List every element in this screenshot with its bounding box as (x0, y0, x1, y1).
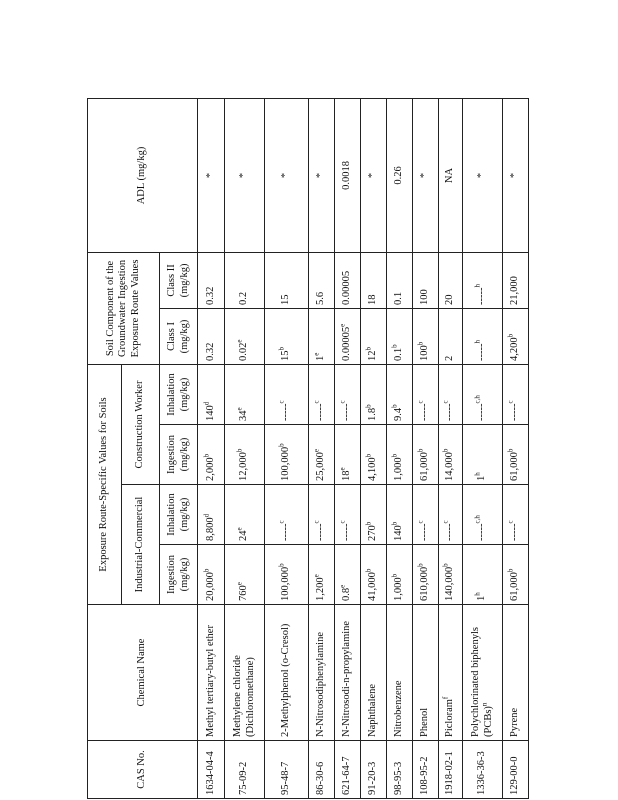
adl-value: * (280, 172, 292, 179)
header-chemical-name: Chemical Name (88, 605, 198, 741)
class1-value: 1 (315, 355, 327, 361)
chemical-name-cell (361, 605, 387, 741)
inhalation-cw-value: ----- (315, 403, 327, 421)
ingestion-ic-value: 610,000 (419, 566, 431, 601)
cas-value: 1336-36-3 (476, 751, 488, 795)
cas-cell (265, 741, 309, 799)
table-row (439, 98, 463, 798)
inhalation-cw-value: ----- (444, 403, 456, 421)
chemical-name-value: Methylene chloride (Dichloromethane) (232, 655, 256, 737)
adl-cell (439, 98, 463, 252)
footnote-marker: h (473, 472, 482, 476)
adl-value: * (419, 172, 431, 179)
chemical-name-cell (309, 605, 335, 741)
ingestion-ic-cell (387, 545, 413, 605)
chemical-name-value: Pyrene (509, 707, 521, 737)
inhalation-cw-cell (361, 364, 387, 424)
table-row (198, 98, 225, 798)
footnote-marker: c (506, 520, 515, 524)
class2-value: 20 (444, 294, 456, 305)
ingestion-ic-value: 1,200 (315, 577, 327, 601)
table-row (503, 98, 529, 798)
inhalation-cw-cell (335, 364, 361, 424)
cas-value: 75-09-2 (238, 761, 250, 795)
ingestion-cw-value: 1 (476, 475, 488, 481)
footnote-marker: b (441, 448, 450, 453)
footnote-marker: e (338, 467, 347, 471)
footnote-marker: e (235, 339, 244, 343)
footnote-marker: c,h (473, 395, 482, 404)
class1-cell (387, 308, 413, 364)
class2-value: 100 (419, 289, 431, 305)
chemical-name-cell (335, 605, 361, 741)
ingestion-cw-cell (387, 425, 413, 485)
footnote-marker: c,h (473, 515, 482, 524)
ingestion-ic-cell (335, 545, 361, 605)
table-row (387, 98, 413, 798)
chemical-name-value: Naphthalene (367, 683, 379, 737)
footnote-marker: b (390, 573, 399, 578)
ingestion-cw-cell (225, 425, 265, 485)
inhalation-ic-value: ----- (315, 523, 327, 541)
class2-cell (361, 252, 387, 308)
inhalation-cw-cell (439, 364, 463, 424)
ingestion-ic-value: 100,000 (280, 566, 292, 601)
footnote-marker: e (312, 352, 321, 356)
rotated-table-page (87, 99, 521, 799)
cas-value: 1634-04-4 (204, 751, 216, 795)
inhalation-ic-cell (335, 485, 361, 545)
header-ingestion-ic: Ingestion (mg/kg) (160, 545, 198, 605)
class1-cell (361, 308, 387, 364)
inhalation-cw-cell (265, 364, 309, 424)
ingestion-ic-cell (361, 545, 387, 605)
ingestion-ic-cell (413, 545, 439, 605)
class2-value: 21,000 (509, 276, 521, 305)
adl-cell (361, 98, 387, 252)
adl-value: * (509, 172, 521, 179)
footnote-marker: b (277, 443, 286, 447)
class1-cell (309, 308, 335, 364)
table-row (309, 98, 335, 798)
class1-cell (335, 308, 361, 364)
inhalation-ic-cell (463, 485, 503, 545)
table-body (198, 98, 529, 798)
inhalation-ic-value: 24 (238, 530, 250, 541)
ingestion-ic-value: 140,000 (444, 566, 456, 601)
class1-cell (225, 308, 265, 364)
footnote-marker: f (441, 696, 450, 700)
inhalation-cw-value: 140 (204, 405, 216, 421)
header-cas: CAS No. (88, 741, 198, 799)
footnote-marker: b (441, 563, 450, 567)
footnote-marker: c (277, 400, 286, 404)
ingestion-ic-value: 1 (476, 595, 488, 601)
class1-value: 0.00005 (341, 326, 353, 361)
footnote-marker: b (390, 404, 399, 408)
class2-value: 0.2 (238, 291, 250, 305)
footnote-marker: h (473, 284, 482, 288)
ingestion-ic-cell (503, 545, 529, 605)
inhalation-ic-value: 8,800 (204, 517, 216, 541)
table-row (361, 98, 387, 798)
footnote-marker: b (364, 568, 373, 573)
header-ingestion-cw: Ingestion (mg/kg) (160, 425, 198, 485)
adl-value: 0.0018 (341, 161, 353, 190)
header-soil-component: Soil Component of the Groundwater Ingestion Exposure Route Values (88, 252, 160, 364)
cas-cell (335, 741, 361, 799)
cas-value: 98-95-3 (393, 761, 405, 795)
table-row (463, 98, 503, 798)
inhalation-ic-cell (265, 485, 309, 545)
footnote-marker: d (202, 401, 211, 406)
adl-value: * (204, 172, 216, 179)
class1-value: 0.1 (393, 347, 405, 361)
inhalation-ic-value: ----- (280, 523, 292, 541)
inhalation-ic-value: 140 (393, 525, 405, 541)
footnote-marker: b (416, 563, 425, 567)
footnote-marker: c (506, 400, 515, 404)
footnote-marker: c (416, 400, 425, 404)
class1-cell (265, 308, 309, 364)
ingestion-ic-value: 61,000 (509, 572, 521, 601)
adl-cell (225, 98, 265, 252)
chemical-name-cell (463, 605, 503, 741)
cas-value: 91-20-3 (367, 761, 379, 795)
adl-cell (413, 98, 439, 252)
inhalation-cw-value: ----- (341, 403, 353, 421)
class2-cell (503, 252, 529, 308)
header-class1: Class I (mg/kg) (160, 308, 198, 364)
ingestion-cw-value: 18 (341, 470, 353, 481)
chemical-name-cell (225, 605, 265, 741)
class2-value: 5.6 (315, 291, 327, 305)
footnote-marker: b (416, 448, 425, 453)
class1-value: 100 (419, 345, 431, 361)
ingestion-ic-cell (225, 545, 265, 605)
footnote-marker: d (202, 513, 211, 518)
cas-value: 108-95-2 (419, 756, 431, 795)
class2-cell (335, 252, 361, 308)
footnote-marker: e (312, 574, 321, 578)
footnote-marker: e (338, 584, 347, 588)
ingestion-cw-cell (198, 425, 225, 485)
ingestion-ic-cell (198, 545, 225, 605)
adl-cell (309, 98, 335, 252)
class1-value: 2 (444, 355, 456, 361)
cas-cell (387, 741, 413, 799)
chemical-name-cell (387, 605, 413, 741)
chemical-name-cell (413, 605, 439, 741)
header-construction-worker: Construction Worker (122, 364, 160, 484)
header-adl: ADL (mg/kg) (88, 98, 198, 252)
cas-cell (439, 741, 463, 799)
class1-value: 4,200 (509, 337, 521, 361)
footnote-marker: b (364, 404, 373, 408)
footnote-marker: b (202, 453, 211, 458)
class2-cell (413, 252, 439, 308)
header-class2: Class II (mg/kg) (160, 252, 198, 308)
inhalation-cw-value: 1.8 (367, 407, 379, 421)
footnote-marker: e (312, 449, 321, 453)
chemical-name-cell (198, 605, 225, 741)
inhalation-ic-value: ----- (341, 523, 353, 541)
table-row (413, 98, 439, 798)
footnote-marker: c (441, 520, 450, 524)
class2-cell (309, 252, 335, 308)
footnote-marker: b (506, 333, 515, 338)
class1-cell (503, 308, 529, 364)
ingestion-cw-value: 61,000 (509, 452, 521, 481)
inhalation-cw-value: 9.4 (393, 407, 405, 421)
ingestion-ic-value: 760 (238, 585, 250, 601)
chemical-name-value: Picloram (444, 699, 456, 737)
table-row (335, 98, 361, 798)
footnote-marker: b (390, 344, 399, 348)
chemical-name-value: Polychlorinated biphenyls (PCBs) (470, 627, 494, 737)
footnote-marker: c (441, 400, 450, 404)
inhalation-ic-cell (225, 485, 265, 545)
footnote-marker: c (312, 520, 321, 524)
ingestion-cw-value: 2,000 (204, 457, 216, 481)
footnote-marker: b (506, 568, 515, 573)
header-inhalation-ic: Inhalation (mg/kg) (160, 485, 198, 545)
inhalation-ic-value: ----- (419, 523, 431, 541)
class2-value: 0.00005 (341, 270, 353, 305)
footnote-marker: c (338, 400, 347, 404)
header-exposure-route: Exposure Route-Specific Values for Soils (88, 364, 122, 604)
footnote-marker: e (338, 323, 347, 327)
adl-cell (265, 98, 309, 252)
class2-cell (265, 252, 309, 308)
adl-cell (503, 98, 529, 252)
class2-value: 0.32 (204, 286, 216, 305)
class2-cell (463, 252, 503, 308)
inhalation-ic-cell (387, 485, 413, 545)
cas-cell (413, 741, 439, 799)
footnote-marker: b (277, 563, 286, 567)
adl-cell (463, 98, 503, 252)
class2-cell (439, 252, 463, 308)
class1-cell (198, 308, 225, 364)
inhalation-cw-cell (503, 364, 529, 424)
adl-cell (387, 98, 413, 252)
ingestion-cw-value: 25,000 (315, 452, 327, 481)
inhalation-cw-value: ----- (280, 403, 292, 421)
class2-value: ----- (476, 287, 488, 305)
ingestion-cw-cell (503, 425, 529, 485)
ingestion-cw-value: 61,000 (419, 452, 431, 481)
footnote-marker: b (277, 346, 286, 351)
header-industrial-commercial: Industrial-Commercial (122, 485, 160, 605)
footnote-marker: b (202, 568, 211, 573)
inhalation-ic-cell (198, 485, 225, 545)
ingestion-ic-value: 41,000 (367, 572, 379, 601)
ingestion-cw-cell (361, 425, 387, 485)
footnote-marker: c (312, 400, 321, 404)
footnote-marker: b (235, 448, 244, 453)
class1-value: 12 (367, 350, 379, 361)
class1-cell (413, 308, 439, 364)
footnote-marker: b (390, 521, 399, 526)
ingestion-cw-value: 4,100 (367, 457, 379, 481)
ingestion-ic-cell (265, 545, 309, 605)
inhalation-cw-cell (413, 364, 439, 424)
chemical-name-cell (503, 605, 529, 741)
inhalation-ic-cell (439, 485, 463, 545)
inhalation-ic-value: 270 (367, 525, 379, 541)
inhalation-cw-cell (198, 364, 225, 424)
cas-value: 86-30-6 (315, 761, 327, 795)
footnote-marker: e (235, 407, 244, 411)
footnote-marker: b (364, 453, 373, 458)
ingestion-cw-value: 14,000 (444, 452, 456, 481)
inhalation-ic-value: ----- (476, 523, 488, 541)
footnote-marker: b (506, 448, 515, 453)
class2-value: 18 (367, 294, 379, 305)
soil-values-table (87, 98, 529, 799)
footnote-marker: h (473, 592, 482, 596)
footnote-marker: h (473, 340, 482, 344)
adl-cell (198, 98, 225, 252)
inhalation-ic-value: ----- (444, 523, 456, 541)
footnote-marker: c (277, 520, 286, 524)
footnote-marker: e (235, 582, 244, 586)
ingestion-cw-cell (463, 425, 503, 485)
adl-value: * (367, 172, 379, 179)
cas-cell (309, 741, 335, 799)
ingestion-cw-value: 1,000 (393, 457, 405, 481)
chemical-name-value: Phenol (419, 707, 431, 737)
chemical-name-value: Nitrobenzene (393, 680, 405, 737)
cas-cell (361, 741, 387, 799)
chemical-name-value: Methyl tertiary-butyl ether (204, 625, 216, 737)
inhalation-cw-value: ----- (476, 403, 488, 421)
chemical-name-cell (439, 605, 463, 741)
class1-cell (463, 308, 503, 364)
class2-value: 0.1 (393, 291, 405, 305)
footnote-marker: b (390, 453, 399, 458)
footnote-marker: c (416, 520, 425, 524)
inhalation-cw-cell (463, 364, 503, 424)
class1-cell (439, 308, 463, 364)
ingestion-ic-value: 0.8 (341, 587, 353, 601)
ingestion-ic-value: 20,000 (204, 572, 216, 601)
footnote-marker: b (416, 341, 425, 346)
inhalation-ic-cell (413, 485, 439, 545)
inhalation-cw-value: ----- (509, 403, 521, 421)
table-row (225, 98, 265, 798)
cas-value: 621-64-7 (341, 756, 353, 795)
adl-value: 0.26 (393, 166, 405, 185)
ingestion-cw-cell (265, 425, 309, 485)
adl-cell (335, 98, 361, 252)
ingestion-cw-value: 12,000 (238, 452, 250, 481)
chemical-name-value: N-Nitrosodiphenylamine (315, 632, 327, 737)
footnote-marker: c (338, 520, 347, 524)
cas-cell (463, 741, 503, 799)
cas-cell (225, 741, 265, 799)
ingestion-ic-cell (309, 545, 335, 605)
adl-value: * (238, 172, 250, 179)
class1-value: 0.02 (238, 342, 250, 361)
class1-value: 15 (280, 350, 292, 361)
ingestion-ic-cell (463, 545, 503, 605)
ingestion-cw-cell (335, 425, 361, 485)
footnote-marker: n (480, 702, 488, 707)
footnote-marker: b (364, 346, 373, 351)
inhalation-cw-value: 34 (238, 410, 250, 421)
ingestion-cw-cell (413, 425, 439, 485)
cas-value: 95-48-7 (280, 761, 292, 795)
class2-cell (198, 252, 225, 308)
class2-cell (225, 252, 265, 308)
inhalation-ic-value: ----- (509, 523, 521, 541)
adl-value: NA (444, 167, 456, 184)
inhalation-cw-cell (225, 364, 265, 424)
inhalation-cw-value: ----- (419, 403, 431, 421)
chemical-name-value: N-Nitrosodi-n-propylamine (341, 620, 353, 737)
class2-value: 15 (280, 294, 292, 305)
ingestion-cw-cell (309, 425, 335, 485)
chemical-name-value: 2-Methylphenol (o-Cresol) (280, 623, 292, 737)
adl-value: * (476, 172, 488, 179)
inhalation-cw-cell (309, 364, 335, 424)
ingestion-cw-value: 100,000 (280, 446, 292, 481)
footnote-marker: e (235, 527, 244, 531)
header-inhalation-cw: Inhalation (mg/kg) (160, 364, 198, 424)
inhalation-ic-cell (309, 485, 335, 545)
cas-value: 1918-02-1 (444, 751, 456, 795)
cas-cell (198, 741, 225, 799)
inhalation-ic-cell (503, 485, 529, 545)
class2-cell (387, 252, 413, 308)
inhalation-ic-cell (361, 485, 387, 545)
footnote-marker: b (364, 521, 373, 526)
ingestion-cw-cell (439, 425, 463, 485)
cas-cell (503, 741, 529, 799)
table-row (265, 98, 309, 798)
ingestion-ic-value: 1,000 (393, 577, 405, 601)
class1-value: 0.32 (204, 342, 216, 361)
chemical-name-cell (265, 605, 309, 741)
ingestion-ic-cell (439, 545, 463, 605)
inhalation-cw-cell (387, 364, 413, 424)
adl-value: * (315, 172, 327, 179)
cas-value: 129-00-0 (509, 756, 521, 795)
class1-value: ----- (476, 343, 488, 361)
